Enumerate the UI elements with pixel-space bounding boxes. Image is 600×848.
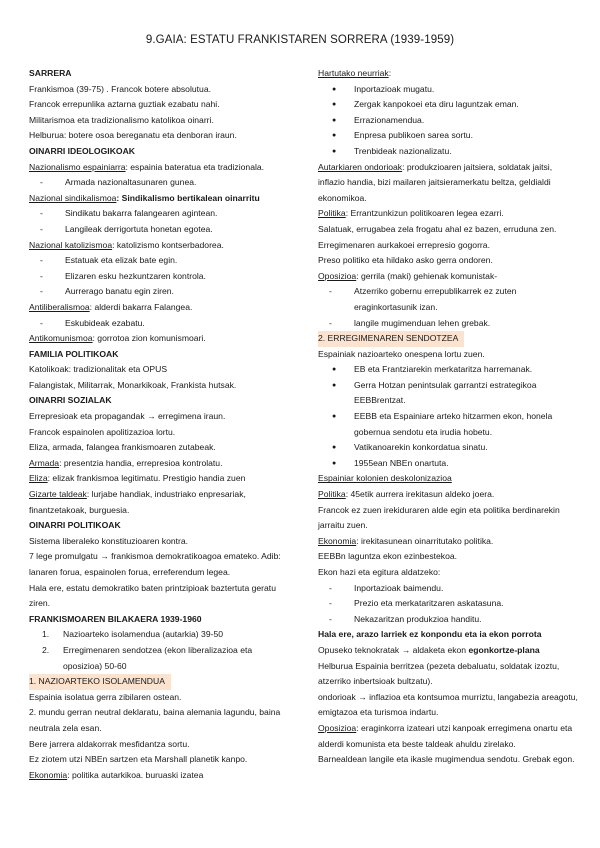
- text-line: Sistema liberaleko konstituzioaren kontra.: [29, 535, 189, 546]
- term-text: : 45etik aurrera irekitasun aldeko joera.: [345, 489, 495, 500]
- list-item: - Sindikatu bakarra falangearen agintean.: [29, 206, 291, 222]
- text-line: Errepresioak eta propagandak → erregimena iraun.: [29, 411, 226, 422]
- left-column: [29, 66, 291, 783]
- list-item: - Nekazaritzan produkzioa handitu.: [318, 612, 580, 628]
- subheading-koloniak: Espainiar kolonien deskolonizazioa: [318, 473, 452, 484]
- bullet-item: ● EEBB eta Espainiare arteko hitzarmen ekon, honela gobernua sendotu eta irudia hobetu.: [318, 409, 580, 440]
- heading-politikoak: OINARRI POLITIKOAK: [29, 520, 121, 531]
- item-number: 2.: [42, 644, 50, 655]
- numbered-item: [29, 627, 291, 643]
- term: Politika: [318, 208, 346, 219]
- text-line: Salatuak, errugabea zela frogatu ahal ez bazen, erruduna zen.: [318, 223, 557, 234]
- item-number: 1.: [42, 629, 50, 640]
- bullet-item: ● Inportazioak mugatu.: [318, 82, 580, 98]
- paragraph-ekonomia: [29, 768, 291, 784]
- text-line: Barnealdean langile eta ikasle mugimendua sendotu. Grebak egon.: [318, 754, 575, 765]
- list-item: - Inportazioak baimendu.: [318, 581, 580, 597]
- term-suffix: :: [388, 68, 392, 78]
- heading-sarrera: SARRERA: [29, 68, 72, 78]
- term-text: : Errantzunkizun politikoaren legea ezarri.: [345, 208, 504, 219]
- text-line: Eliza, armada, falangea frankismoaren zutabeak.: [29, 442, 216, 453]
- term-text: : alderdi bakarra Falangea.: [89, 301, 193, 312]
- text-line: 2. mundu gerran neutral deklaratu, baina alemania lagundu, baina neutrala zela esan.: [29, 707, 281, 733]
- paragraph-katolizismo: [29, 238, 291, 254]
- term-text: : irekitasunean oinarritutako politika.: [356, 535, 494, 546]
- paragraph-eliza: [29, 471, 291, 487]
- bullet-item: ● Errazionamendua.: [318, 113, 580, 129]
- term: Nazional katolizismoa: [29, 239, 113, 250]
- paragraph-oposizioa: [318, 269, 580, 285]
- list-item: - Prezio eta merkataritzaren askatasuna.: [318, 596, 580, 612]
- right-column: [318, 66, 580, 768]
- paragraph-armada: [29, 456, 291, 472]
- list-item: - langile mugimenduan lehen grebak.: [318, 316, 580, 332]
- text-line: Preso politiko eta hildako asko gerra ondoren.: [318, 255, 493, 266]
- term: Oposizioa: [318, 270, 357, 281]
- term: Autarkiaren ondorioak: [318, 161, 403, 172]
- paragraph-antikomunismo: [29, 331, 291, 347]
- term-text: : lurjabe handiak, industriako enpresariak, finantzetakoak, burguesia.: [29, 489, 246, 515]
- list-item: - Elizaren esku hezkuntzaren kontrola.: [29, 269, 291, 285]
- term-text: : gorrotoa zion komunismoari.: [92, 333, 206, 344]
- list-item: - Aurrerago banatu egin ziren.: [29, 284, 291, 300]
- bullet-item: ● Vatikanoarekin konkordatua sinatu.: [318, 440, 580, 456]
- paragraph-oposizioa-2: [318, 721, 580, 752]
- opus-bold: egonkortze-plana: [468, 644, 540, 655]
- bullet-item: ● EB eta Frantziarekin merkataritza harremanak.: [318, 362, 580, 378]
- term: Ekonomia: [318, 535, 357, 546]
- bullet-item: ● Zergak kanpokoei eta diru laguntzak eman.: [318, 97, 580, 113]
- section-heading-highlighted: 2. ERREGIMENAREN SENDOTZEA: [318, 331, 464, 347]
- bullet-item: ● 1955ean NBEn onartuta.: [318, 456, 580, 472]
- list-item: - Armada nazionaltasunaren gunea.: [29, 175, 291, 191]
- text-line: Espainiak nazioarteko onespena lortu zuen.: [318, 348, 485, 359]
- term: Hartutako neurriak: [318, 68, 389, 78]
- text-line: Helburua: botere osoa bereganatu eta denboran iraun.: [29, 130, 237, 141]
- bullet-item: ● Gerra Hotzan penintsulak garrantzi estrategikoa EEBBrentzat.: [318, 378, 580, 409]
- heading-ideologia: OINARRI IDEOLOGIKOAK: [29, 145, 135, 156]
- list-item: - Langileak derrigortuta honetan egotea.: [29, 222, 291, 238]
- numbered-item: [29, 643, 291, 674]
- text-line: Francok errepunlika aztarna guztiak ezabatu nahi.: [29, 99, 220, 110]
- term-text: : espainia bateratua eta tradizionala.: [125, 161, 265, 172]
- bullet-item: ● Trenbideak nazionalizatu.: [318, 144, 580, 160]
- opus-text: Opuseko teknokratak → aldaketa ekon: [318, 644, 469, 655]
- text-line: Bere jarrera aldakorrak mesfidantza sortu.: [29, 738, 190, 749]
- list-item: - Eskubideak ezabatu.: [29, 316, 291, 332]
- heading-familiak: FAMILIA POLITIKOAK: [29, 348, 119, 359]
- paragraph-ondorioak: [318, 160, 580, 207]
- paragraph-opus: [318, 643, 580, 659]
- text-line: Hala ere, estatu demokratiko baten printzipioak baztertuta geratu ziren.: [29, 582, 276, 609]
- term-text: : presentzia handia, errepresioa kontrolatu.: [59, 457, 223, 468]
- text-line: Militarismoa eta tradizionalismo katolikoa oinarri.: [29, 114, 214, 125]
- text-line: Katolikoak: tradizionalitak eta OPUS: [29, 364, 168, 375]
- term: Ekonomia: [29, 769, 68, 780]
- term: Eliza: [29, 473, 48, 484]
- term-text: : produkzioaren jaitsiera, soldatak jaitsi, inflazio handia, bizi mailaren jaitsieramerkatu beltza, geldialdi ekonomikoa.: [318, 161, 553, 203]
- text-line: Helburua Espainia berritzea (pezeta debaluatu, soldatak izoztu, atzerriko inbertsioak bultzatu).: [318, 660, 560, 687]
- text-line: Ekon hazi eta egitura aldatzeko:: [318, 567, 441, 577]
- heading-soziala: OINARRI SOZIALAK: [29, 395, 112, 406]
- term: Armada: [29, 457, 60, 468]
- term-text: : eraginkorra izateari utzi kanpoak erregimena onartu eta alderdi komunista eta beste taldeak ahuldu zirelako.: [318, 722, 573, 749]
- term: Nazional sindikalismoa: [29, 192, 117, 203]
- paragraph-politika: [318, 206, 580, 222]
- text-line: Falangistak, Militarrak, Monarkikoak, Frankista hutsak.: [29, 379, 237, 390]
- text-line: 7 lege promulgatu → frankismoa demokratikoagoa emateko. Adib: lanaren forua, espainolen forua, erreferendum legea.: [29, 551, 281, 577]
- term-text: : katolizismo kontserbadorea.: [112, 239, 224, 250]
- text-line: Francok espainolen apolitizazioa lortu.: [29, 426, 176, 437]
- paragraph-antiliberalismo: [29, 300, 291, 316]
- list-item: - Estatuak eta elizak bate egin.: [29, 253, 291, 269]
- bullet-item: ● Enpresa publikoen sarea sortu.: [318, 128, 580, 144]
- paragraph-ekonomia-2: [318, 534, 580, 550]
- text-line: Erregimenaren aurkakoei errepresio gogorra.: [318, 239, 490, 250]
- text-line: Frankismoa (39-75) . Francok botere absolutua.: [29, 83, 211, 94]
- text-line: Espainia isolatua gerra zibilaren ostean.: [29, 691, 182, 702]
- term: Politika: [318, 489, 346, 500]
- text-line: ondorioak → inflazioa eta kontsumoa murriztu, langabezia areagotu, emigtazoa eta turismoa indartu.: [318, 691, 578, 718]
- paragraph-neurriak: [318, 66, 580, 82]
- section-heading-highlighted: 1. NAZIOARTEKO ISOLAMENDUA: [29, 674, 171, 690]
- page-title: 9.GAIA: ESTATU FRANKISTAREN SORRERA (1939-1959): [145, 34, 455, 46]
- term-text: : Sindikalismo bertikalean oinarritu: [116, 192, 260, 203]
- term: Oposizioa: [318, 722, 357, 733]
- bold-line: Hala ere, arazo larriek ez konpondu eta ia ekon porrota: [318, 629, 542, 640]
- paragraph-sindikal: [29, 191, 291, 207]
- term-text: : elizak frankismoa legitimatu. Prestigio handia zuen: [47, 473, 246, 484]
- heading-bilakaera: FRANKISMOAREN BILAKAERA 1939-1960: [29, 613, 202, 624]
- term: Antikomunismoa: [29, 333, 93, 344]
- term: Gizarte taldeak: [29, 489, 87, 500]
- item-text: Nazioarteko isolamendua (autarkia) 39-50: [63, 629, 224, 640]
- paragraph-politika-2: [318, 487, 580, 503]
- item-text: Erregimenaren sendotzea (ekon liberalizazioa eta oposizioa) 50-60: [63, 644, 253, 671]
- text-line: Ez ziotem utzi NBEn sartzen eta Marshall planetik kanpo.: [29, 754, 248, 765]
- text-line: EEBBn laguntza ekon ezinbestekoa.: [318, 551, 458, 562]
- paragraph-nazionalismo: [29, 160, 291, 176]
- term-text: : gerrila (maki) gehienak komunistak-: [356, 270, 498, 281]
- term: Antiliberalismoa: [29, 301, 90, 312]
- list-item: - Atzerriko gobernu errepublikarrek ez zuten eraginkortasunik izan.: [318, 284, 580, 315]
- term-text: : politika autarkikoa. buruaski izatea: [67, 769, 204, 780]
- paragraph-gizarte: [29, 487, 291, 518]
- term: Nazionalismo espainiarra: [29, 161, 126, 172]
- text-line: Francok ez zuen irekiduraren alde egin eta politika berdinarekin jarraitu zuen.: [318, 504, 560, 531]
